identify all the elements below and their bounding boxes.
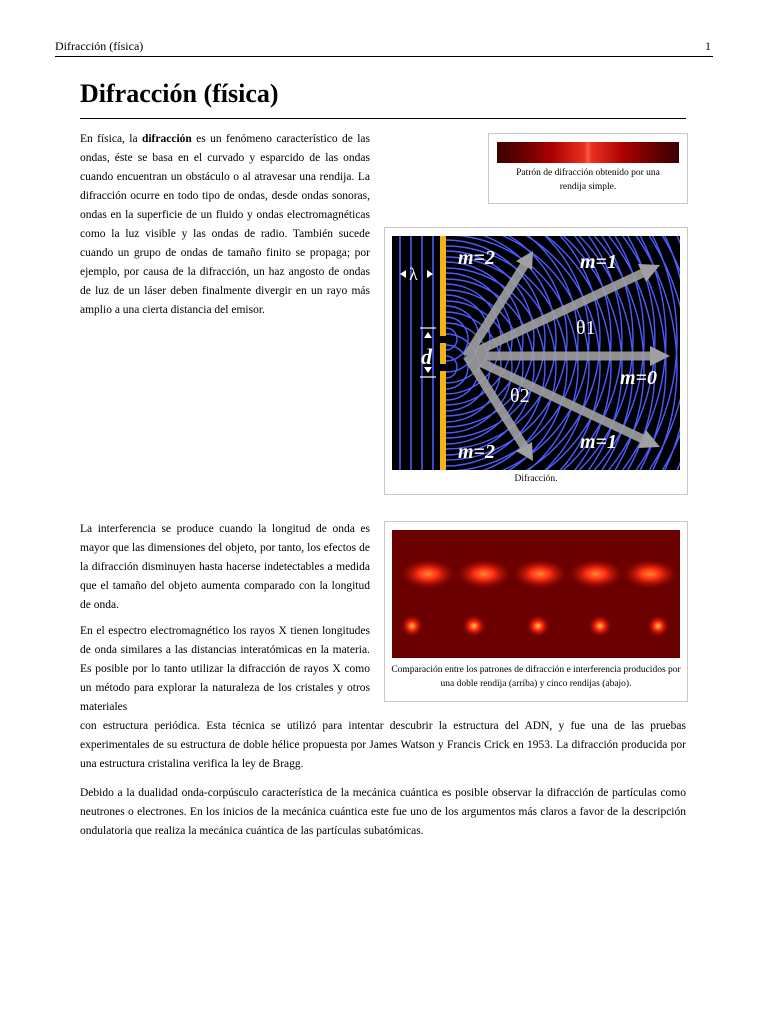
caption-single-slit: Patrón de difracción obtenido por una rendija simple. [516,168,660,192]
interference-paragraph: La interferencia se produce cuando la longitud de onda es mayor que las dimensiones del objeto, por tanto, los efectos de la difracción disminuyen hasta hacerse indetectables a medida que el tamaño del objeto aumenta comparado con la longitud de onda. [80,523,370,611]
running-header [55,38,713,57]
label-d: d [421,344,432,369]
lower-slit [439,364,447,371]
intro-paragraph: En física, la difracción es un fenómeno característico de las ondas, éste se basa en el curvado y esparcido de las ondas cuando encuentran un obstáculo o al atravesar una rendija. La difracción ocurre en todo tipo de ondas, desde ondas sonoras, ondas en la superficie de un fluido y ondas electromagnéticas como la luz visible y las ondas de radio. También sucede cuando un grupo de ondas de tamaño finito se propaga; por ejemplo, por causa de la difracción, un haz angosto de ondas de luz de un láser deben finalmente divergir en un rayo más amplio a una cierta distancia del emisor. [80,133,370,316]
page-title: Difracción (física) [80,79,279,108]
double-slit-pattern [398,558,680,590]
label-m2-top: m=2 [458,247,495,269]
title-rule [80,118,686,119]
upper-slit [439,336,447,343]
caption-comparison: Comparación entre los patrones de difracción e interferencia producidos por una doble rendija (arriba) y cinco rendijas (abajo). [391,665,681,689]
label-m0: m=0 [620,367,657,389]
page-number: 1 [705,39,711,53]
duality-paragraph: Debido a la dualidad onda-corpúsculo característica de la mecánica cuántica es posible observar la difracción de partículas como neutrones o electrones. En los inicios de la mecánica cuántica este fue uno de los argumentos más claros a favor de la descripción ondulatoria que realiza la mecánica cuántica de las partículas subatómicas. [80,787,686,837]
label-m1-bottom: m=1 [580,431,617,453]
figure-comparison [384,521,688,702]
interference-comparison-image [392,530,680,658]
xray-paragraph-narrow: En el espectro electromagnético los rayos X tienen longitudes de onda similares a las distancias interatómicas en la materia. Es posible por lo tanto utilizar la difracción de rayos X como un método para explorar la naturaleza de los cristales y otros materiales [80,625,370,713]
figure-single-slit [488,133,688,204]
caption-diffraction: Difracción. [514,474,558,484]
label-m2-bottom: m=2 [458,441,495,463]
single-slit-pattern [497,142,679,163]
slit-barrier [440,236,446,470]
label-theta1: θ1 [576,317,596,339]
figure-diffraction [384,227,688,495]
diffraction-diagram [392,236,680,470]
comparison-background [392,530,680,658]
label-lambda: λ [409,264,418,284]
xray-paragraph-wide: con estructura periódica. Esta técnica se utilizó para intentar descubrir la estructura del ADN, y fue una de las pruebas experimentales de su estructura de doble hélice propuesta por James Watson y Francis Crick en 1953. La difracción producida por una estructura cristalina verifica la ley de Bragg. [80,720,686,770]
header-title: Difracción (física) [55,39,144,53]
label-theta2: θ2 [510,385,530,407]
label-m1-top: m=1 [580,251,617,273]
term-difraccion: difracción [141,133,192,145]
